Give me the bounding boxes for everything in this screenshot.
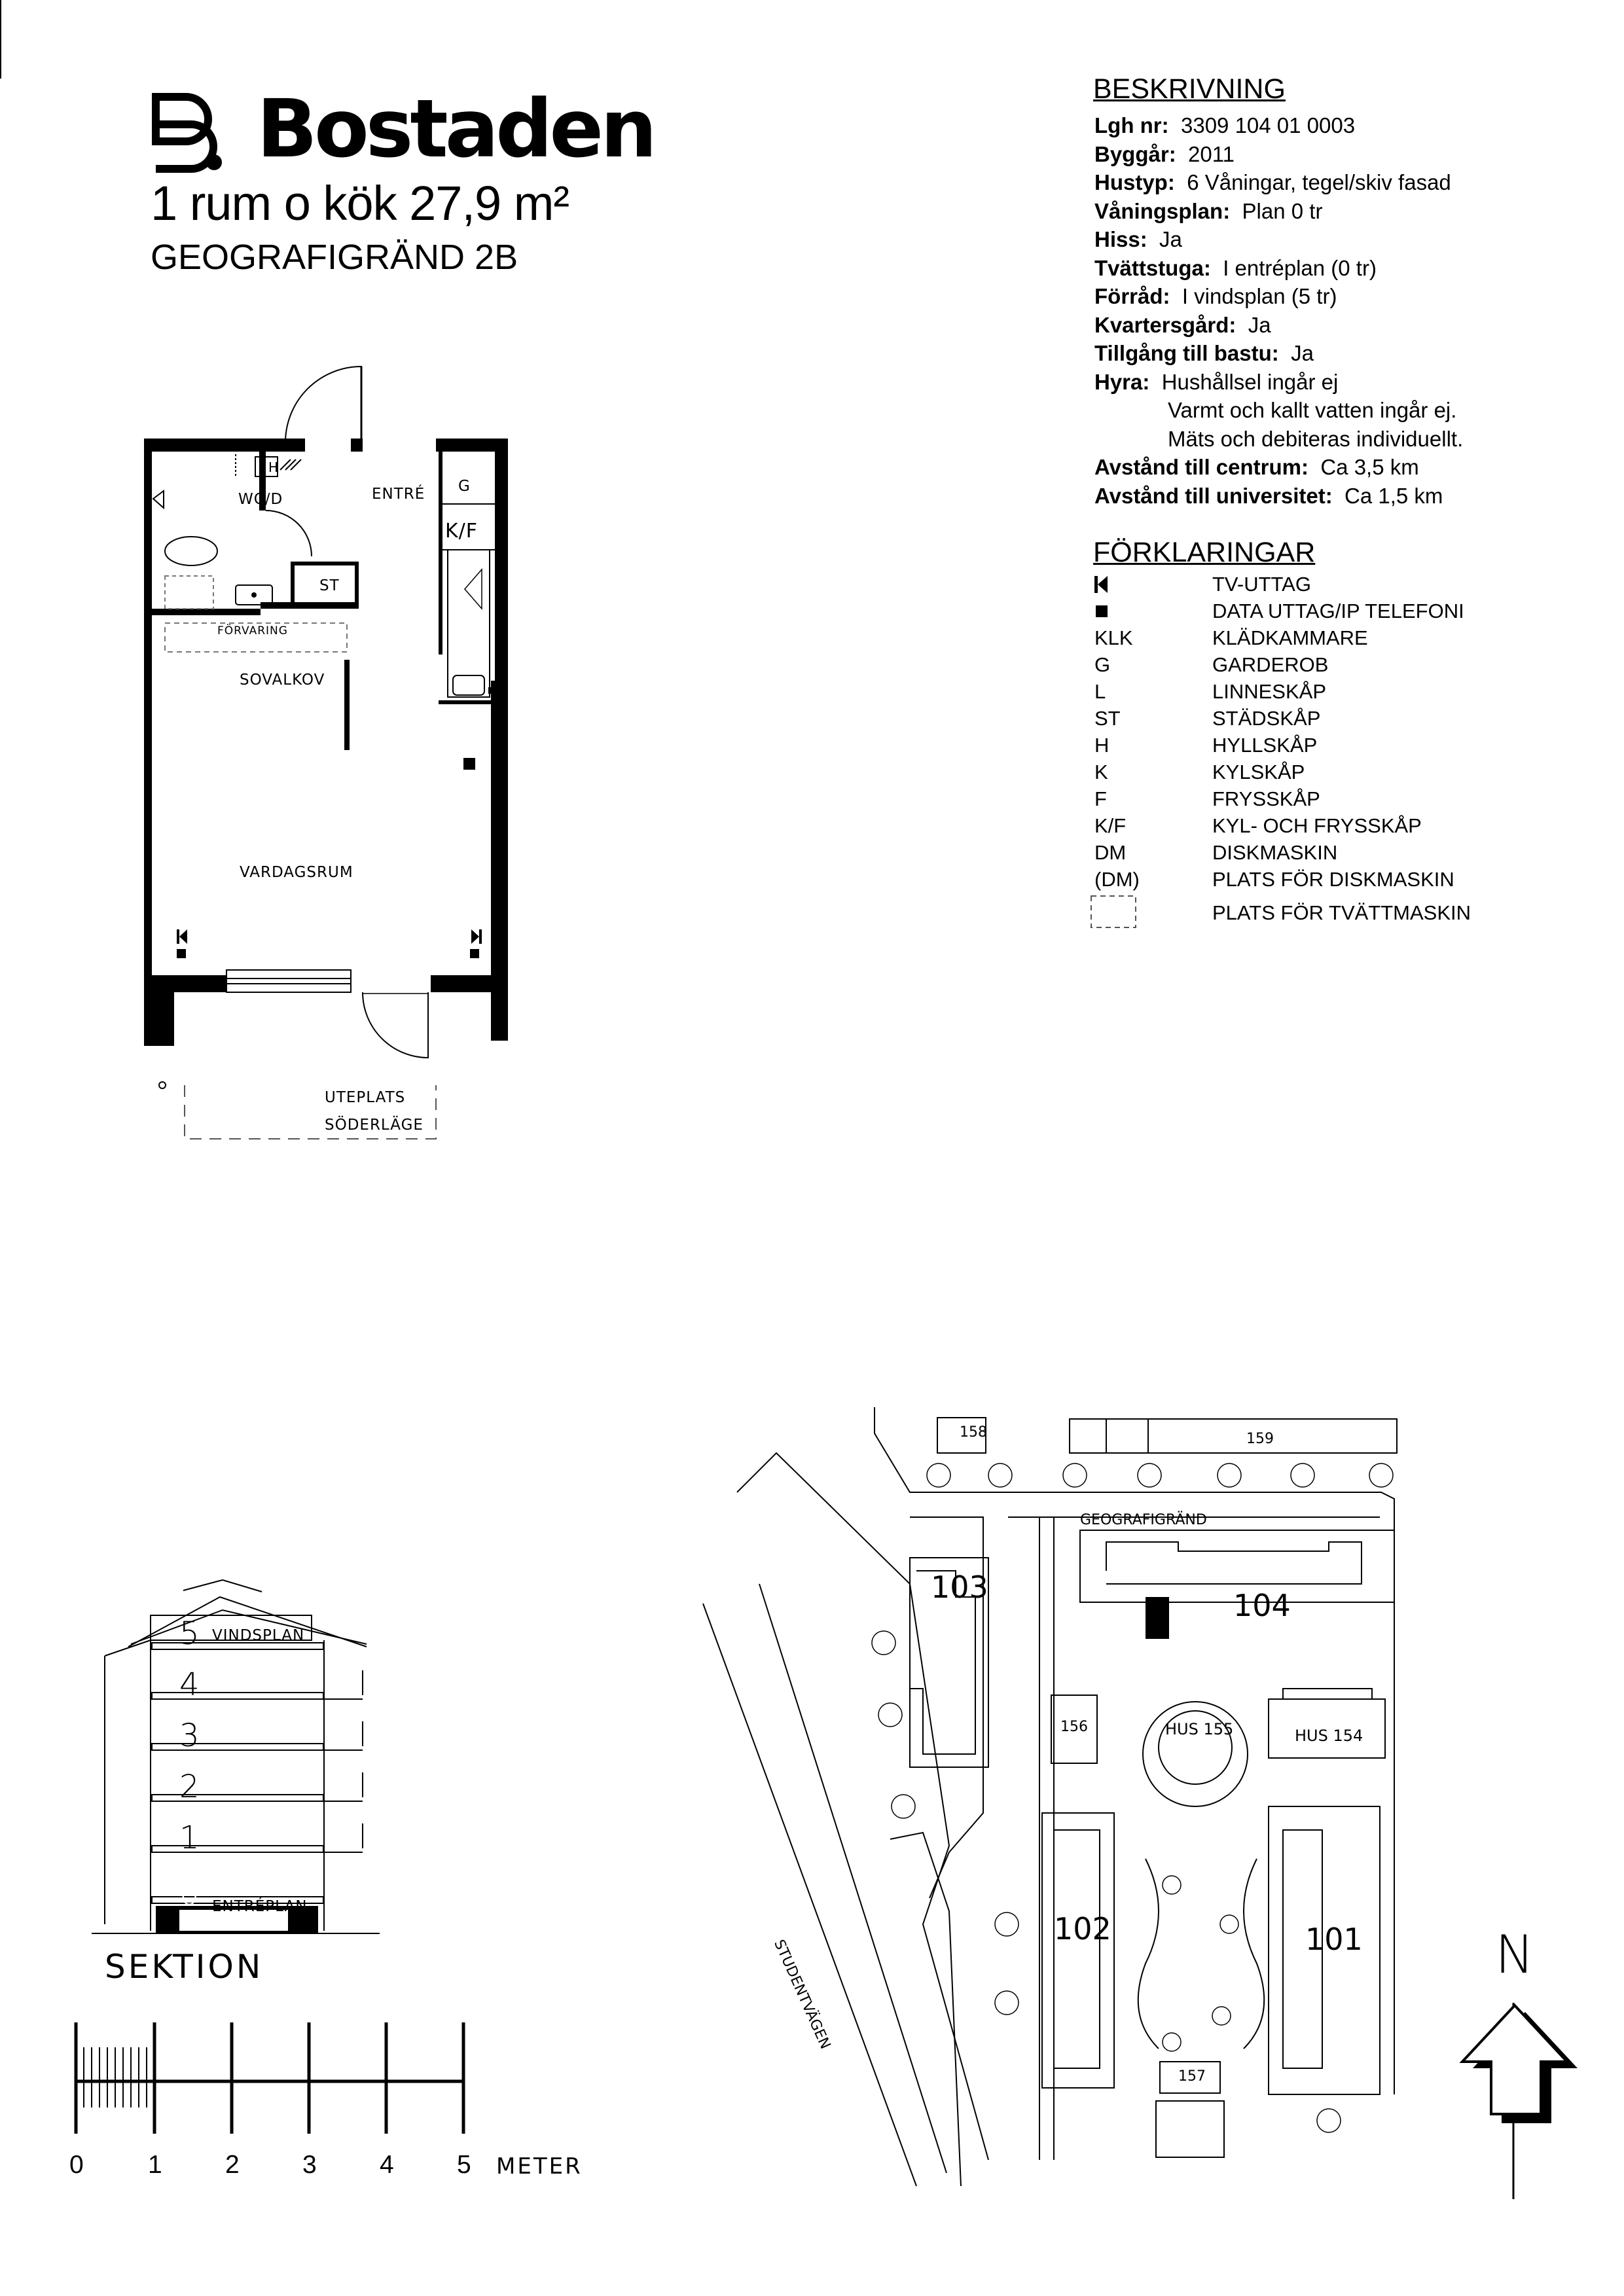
floor-number: 3	[179, 1717, 200, 1754]
legend-item: DATA UTTAG/IP TELEFONI	[1094, 598, 1553, 624]
building-label: 104	[1233, 1588, 1291, 1623]
legend-list	[1094, 571, 1553, 927]
apartment-title: 1 rum o kök 27,9 m²	[151, 176, 569, 230]
building-section	[92, 1571, 380, 1937]
spec-row: Avstånd till universitet: Ca 1,5 km	[1094, 483, 1443, 508]
legend-item: G GARDEROB	[1094, 653, 1329, 676]
legend-item: K KYLSKÅP	[1094, 761, 1305, 783]
legend-item: K/F KYL- OCH FRYSSKÅP	[1094, 814, 1422, 837]
building-label: HUS 154	[1295, 1727, 1363, 1745]
scale-tick-label: 0	[69, 2151, 84, 2179]
scale-tick-label: 2	[225, 2151, 240, 2179]
rent-note: Mäts och debiteras individuellt.	[1168, 426, 1464, 451]
legend-item: PLATS FÖR TVÄTTMASKIN	[1094, 893, 1553, 927]
floor-number: 1	[179, 1820, 200, 1856]
scale-tick-label: 4	[380, 2151, 394, 2179]
spec-row: Hyra: Hushållsel ingår ej	[1094, 369, 1339, 394]
spec-row: Tvättstuga: I entréplan (0 tr)	[1094, 255, 1377, 280]
room-label-forvaring: FÖRVARING	[217, 624, 288, 637]
data-outlet-icon	[1096, 605, 1108, 617]
building-label: 156	[1060, 1719, 1088, 1735]
legend-item: ST STÄDSKÅP	[1094, 707, 1321, 730]
floor-number: 4	[179, 1666, 200, 1703]
page-edge-mark	[0, 0, 1, 79]
apartment-address: GEOGRAFIGRÄND 2B	[151, 238, 518, 277]
north-arrow-icon	[1460, 2003, 1578, 2199]
street-label: GEOGRAFIGRÄND	[1080, 1512, 1207, 1528]
spec-row: Våningsplan: Plan 0 tr	[1094, 198, 1323, 223]
floor-number: 2	[179, 1768, 200, 1805]
spec-row: Hiss: Ja	[1094, 227, 1182, 251]
washer-space-icon	[1091, 895, 1136, 928]
building-label: 103	[931, 1570, 988, 1605]
spec-row: Hustyp: 6 Våningar, tegel/skiv fasad	[1094, 170, 1451, 194]
logo	[152, 82, 654, 177]
description-heading: BESKRIVNING	[1093, 73, 1286, 105]
legend-item: TV-UTTAG	[1094, 571, 1553, 598]
building-label: HUS 155	[1165, 1720, 1234, 1738]
building-label: 159	[1246, 1431, 1274, 1447]
road-label: STUDENTVÄGEN	[770, 1937, 834, 2052]
description-list	[1094, 111, 1463, 510]
spec-row: Förråd: I vindsplan (5 tr)	[1094, 284, 1337, 308]
brand-name: Bostaden	[257, 82, 654, 175]
building-label: 101	[1305, 1922, 1363, 1957]
tv-outlet-icon	[1094, 576, 1108, 593]
north-label: N	[1495, 1924, 1534, 1985]
legend-item: L LINNESKÅP	[1094, 680, 1327, 703]
room-label-st: ST	[319, 577, 340, 594]
tv-outlet-icon	[470, 929, 482, 958]
spec-row: Lgh nr: 3309 104 01 0003	[1094, 113, 1356, 137]
tv-outlet-icon	[177, 929, 187, 958]
scale-tick-label: 3	[302, 2151, 317, 2179]
room-label-kf: K/F	[445, 520, 478, 543]
floor-label: VINDSPLAN	[212, 1627, 305, 1644]
spec-row: Kvartersgård: Ja	[1094, 312, 1271, 337]
scale-unit: METER	[496, 2153, 583, 2179]
building-label: 158	[960, 1424, 987, 1441]
bostaden-logo-icon	[152, 94, 230, 175]
legend-item: (DM) PLATS FÖR DISKMASKIN	[1094, 868, 1454, 891]
legend-item: KLK KLÄDKAMMARE	[1094, 626, 1368, 649]
scale-bar	[69, 2016, 596, 2186]
floor-number: 0	[179, 1876, 200, 1912]
room-label-wc: WC/D	[238, 491, 283, 508]
room-label-uteplats: UTEPLATS	[325, 1089, 406, 1106]
building-label: 102	[1054, 1911, 1111, 1946]
floor-plan	[131, 353, 524, 1152]
room-label-g: G	[458, 478, 471, 495]
floor-number: 5	[179, 1615, 200, 1652]
legend-item: H HYLLSKÅP	[1094, 734, 1318, 757]
room-label-soderlage: SÖDERLÄGE	[325, 1117, 424, 1134]
rent-note: Varmt och kallt vatten ingår ej.	[1168, 398, 1457, 422]
floor-label: ENTRÉPLAN	[212, 1898, 308, 1915]
spec-row: Tillgång till bastu: Ja	[1094, 341, 1314, 365]
room-label-sovalkov: SOVALKOV	[240, 672, 325, 689]
room-label-vardagsrum: VARDAGSRUM	[240, 864, 353, 881]
scale-tick-label: 5	[457, 2151, 471, 2179]
room-label-entre: ENTRÉ	[372, 486, 425, 503]
building-label: 157	[1178, 2068, 1206, 2085]
section-title: SEKTION	[105, 1948, 264, 1986]
site-plan	[713, 1388, 1564, 2291]
room-label-h: H	[268, 459, 280, 475]
spec-row: Avstånd till centrum: Ca 3,5 km	[1094, 455, 1419, 479]
scale-tick-label: 1	[148, 2151, 162, 2179]
spec-row: Byggår: 2011	[1094, 141, 1235, 166]
legend-item: DM DISKMASKIN	[1094, 841, 1338, 864]
legend-item: F FRYSSKÅP	[1094, 787, 1320, 810]
legend-heading: FÖRKLARINGAR	[1093, 537, 1316, 568]
